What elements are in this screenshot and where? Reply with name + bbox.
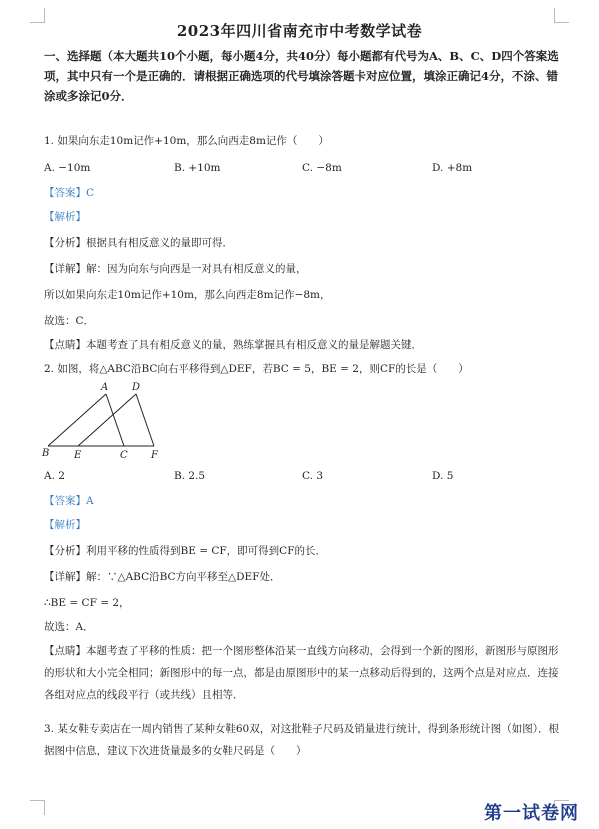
- q1-option-a: A. −10m: [44, 162, 91, 174]
- label-a: A: [101, 382, 109, 393]
- q2-stem: 2. 如图，将△ABC沿BC向右平移得到△DEF，若BC = 5，BE = 2，则CF的长是（ ）: [44, 363, 469, 375]
- q2-option-a: A. 2: [44, 470, 65, 482]
- label-b: B: [42, 448, 50, 459]
- q2-dianjing: 【点睛】本题考查了平移的性质：把一个图形整体沿某一直线方向移动，会得到一个新的图形，新图形与原图形的形状和大小完全相同；新图形中的每一点，都是由原图形中的某一点移动后得到的，这两个点是对应点．连接各组对应点的线段平行（或共线）且相等．: [44, 645, 559, 701]
- q1-analysis-tag: 【解析】: [44, 211, 86, 223]
- q1-option-b: B. +10m: [174, 162, 221, 174]
- q1-fenxi: 【分析】根据具有相反意义的量即可得．: [44, 237, 233, 249]
- q2-line2: ∴BE = CF = 2，: [44, 597, 130, 609]
- q2-analysis-tag: 【解析】: [44, 519, 86, 531]
- q1-answer: 【答案】C: [44, 187, 95, 199]
- label-c: C: [120, 450, 128, 460]
- q1-line3: 故选：C．: [44, 315, 95, 327]
- q2-fenxi: 【分析】利用平移的性质得到BE = CF，即可得到CF的长．: [44, 545, 326, 557]
- q1-xiangjie: 【详解】解：因为向东与向西是一对具有相反意义的量，: [44, 263, 307, 275]
- q2-line3: 故选：A．: [44, 621, 94, 633]
- segment-ac: [106, 394, 124, 446]
- q2-option-b: B. 2.5: [174, 470, 206, 482]
- q1-stem: 1. 如果向东走10m记作+10m，那么向西走8m记作（ ）: [44, 135, 329, 147]
- q1-option-d: D. +8m: [432, 162, 473, 174]
- q2-xiangjie: 【详解】解：∵△ABC沿BC方向平移至△DEF处．: [44, 571, 281, 583]
- q2-triangle-figure: [40, 378, 170, 460]
- site-watermark: 第一试卷网: [484, 803, 579, 824]
- section-instructions: 一、选择题（本大题共10个小题，每小题4分，共40分）每小题都有代号为A、B、C、D四个答案选项，其中只有一个是正确的．请根据正确选项的代号填涂答题卡对应位置，填涂正确记4分，不涂、错涂或多涂记0分．: [44, 49, 559, 103]
- q2-option-d: D. 5: [432, 470, 454, 482]
- label-e: E: [74, 450, 82, 460]
- segment-de: [78, 394, 136, 446]
- q1-line2: 所以如果向东走10m记作+10m，那么向西走8m记作−8m，: [44, 289, 331, 301]
- q3-stem: 3. 某女鞋专卖店在一周内销售了某种女鞋60双，对这批鞋子尺码及销量进行统计，得到条形统计图（如图）．根据图中信息，建议下次进货量最多的女鞋尺码是（ ）: [44, 723, 559, 757]
- q2-option-c: C. 3: [302, 470, 324, 482]
- q1-option-c: C. −8m: [302, 162, 342, 174]
- segment-df: [136, 394, 154, 446]
- page-title: 2023年四川省南充市中考数学试卷: [176, 22, 423, 40]
- label-d: D: [132, 382, 141, 393]
- q1-dianjing: 【点睛】本题考查了具有相反意义的量，熟练掌握具有相反意义的量是解题关键．: [44, 339, 422, 351]
- crop-mark-bottom-left: [30, 800, 45, 815]
- segment-ab: [48, 394, 106, 446]
- q2-answer: 【答案】A: [44, 495, 94, 507]
- label-f: F: [151, 450, 158, 460]
